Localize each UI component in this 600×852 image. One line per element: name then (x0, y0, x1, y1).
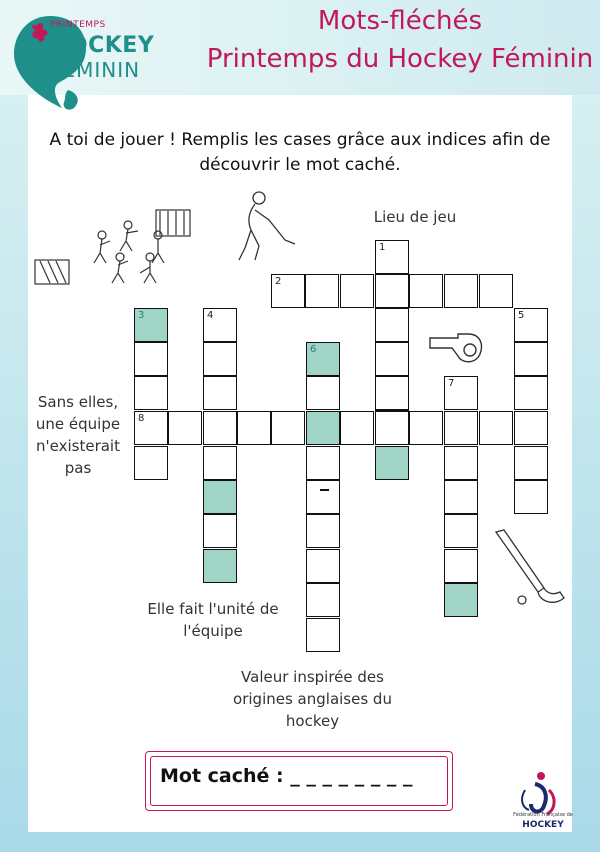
whistle-icon (428, 330, 488, 368)
clue-valeur-line1: Valeur inspirée des (241, 668, 384, 686)
grid-cell[interactable] (134, 376, 168, 410)
clue-number-8: 8 (138, 413, 145, 424)
bottom-band (0, 832, 600, 852)
grid-cell[interactable] (306, 514, 340, 548)
clue-valeur (225, 666, 400, 732)
clue-lieu-de-jeu: Lieu de jeu (373, 208, 457, 226)
grid-cell-highlighted[interactable] (306, 411, 340, 445)
page-title-line1: Mots-fléchés (317, 6, 483, 36)
grid-cell[interactable] (479, 411, 513, 445)
grid-cell-highlighted[interactable] (375, 446, 409, 480)
grid-cell-highlighted[interactable] (444, 583, 478, 617)
clue-sans-elles-line2: une équipe (35, 415, 121, 433)
clue-number-6: 6 (310, 344, 317, 355)
grid-cell[interactable] (306, 446, 340, 480)
grid-cell[interactable] (444, 514, 478, 548)
clue-number-7: 7 (448, 378, 455, 389)
clue-sans-elles-line1: Sans elles, (37, 393, 119, 411)
grid-cell[interactable] (375, 411, 409, 445)
clue-valeur-line3: hockey (285, 712, 340, 730)
grid-cell[interactable] (340, 411, 374, 445)
grid-cell[interactable] (305, 274, 339, 308)
grid-cell[interactable] (306, 583, 340, 617)
logo-top-text: PRINTEMPS (50, 20, 106, 30)
grid-cell[interactable] (203, 411, 237, 445)
grid-cell[interactable] (514, 308, 548, 342)
clue-number-5: 5 (518, 310, 525, 321)
grid-cell[interactable] (306, 549, 340, 583)
clue-unite (128, 598, 298, 642)
grid-cell[interactable] (514, 446, 548, 480)
instructions-line1: A toi de jouer ! Remplis les cases grâce aux indices afin de (49, 130, 551, 150)
grid-cell[interactable] (514, 376, 548, 410)
grid-cell[interactable] (237, 411, 271, 445)
grid-cell[interactable] (134, 446, 168, 480)
right-band (572, 95, 600, 852)
hyphen-mark (320, 489, 329, 491)
clue-unite-line1: Elle fait l'unité de (147, 600, 279, 618)
grid-cell-highlighted[interactable] (134, 308, 168, 342)
clue-sans-elles-line4: pas (64, 459, 92, 477)
grid-cell[interactable] (203, 514, 237, 548)
grid-cell[interactable] (271, 274, 305, 308)
grid-cell[interactable] (514, 342, 548, 376)
grid-cell[interactable] (479, 274, 513, 308)
grid-cell[interactable] (134, 342, 168, 376)
grid-cell[interactable] (514, 480, 548, 514)
grid-cell[interactable] (444, 411, 478, 445)
clue-number-3: 3 (138, 310, 145, 321)
grid-cell-highlighted[interactable] (306, 342, 340, 376)
grid-cell[interactable] (306, 376, 340, 410)
grid-cell[interactable] (306, 480, 340, 514)
clue-valeur-line2: origines anglaises du (233, 690, 392, 708)
grid-cell[interactable] (203, 308, 237, 342)
grid-cell[interactable] (444, 549, 478, 583)
logo-line2: FEMININ (50, 58, 141, 82)
federation-name: Fédération Française de (513, 812, 573, 818)
clue-number-2: 2 (275, 276, 282, 287)
grid-cell[interactable] (444, 446, 478, 480)
grid-cell[interactable] (203, 446, 237, 480)
grid-cell[interactable] (271, 411, 305, 445)
hockey-players-illustration (30, 205, 200, 300)
grid-cell[interactable] (203, 342, 237, 376)
grid-cell[interactable] (444, 274, 478, 308)
grid-cell[interactable] (134, 411, 168, 445)
left-band (0, 95, 28, 852)
grid-cell[interactable] (375, 376, 409, 410)
clue-unite-line2: l'équipe (183, 622, 243, 640)
federation-hockey: HOCKEY (522, 820, 564, 830)
grid-cell[interactable] (409, 274, 443, 308)
grid-cell[interactable] (375, 308, 409, 342)
hidden-word-label: Mot caché : _ _ _ _ _ _ _ _ (160, 765, 413, 787)
grid-cell[interactable] (203, 376, 237, 410)
grid-cell[interactable] (444, 376, 478, 410)
clue-sans-elles (28, 391, 128, 479)
grid-cell-highlighted[interactable] (203, 549, 237, 583)
instructions-line2: découvrir le mot caché. (199, 155, 401, 175)
hockey-player-illustration (225, 190, 300, 265)
clue-number-1: 1 (379, 242, 386, 253)
grid-cell[interactable] (375, 240, 409, 274)
hockey-stick-icon (492, 528, 567, 608)
grid-cell[interactable] (409, 411, 443, 445)
instructions (40, 128, 560, 178)
clue-sans-elles-line3: n'existerait (36, 437, 120, 455)
logo-line1: HOCKEY (50, 33, 155, 58)
grid-cell[interactable] (168, 411, 202, 445)
grid-cell[interactable] (306, 618, 340, 652)
clue-number-4: 4 (207, 310, 214, 321)
grid-cell[interactable] (340, 274, 374, 308)
grid-cell[interactable] (514, 411, 548, 445)
grid-cell[interactable] (375, 342, 409, 376)
grid-cell-highlighted[interactable] (203, 480, 237, 514)
grid-cell[interactable] (375, 274, 409, 308)
page-title-line2: Printemps du Hockey Féminin (206, 44, 594, 74)
grid-cell[interactable] (444, 480, 478, 514)
